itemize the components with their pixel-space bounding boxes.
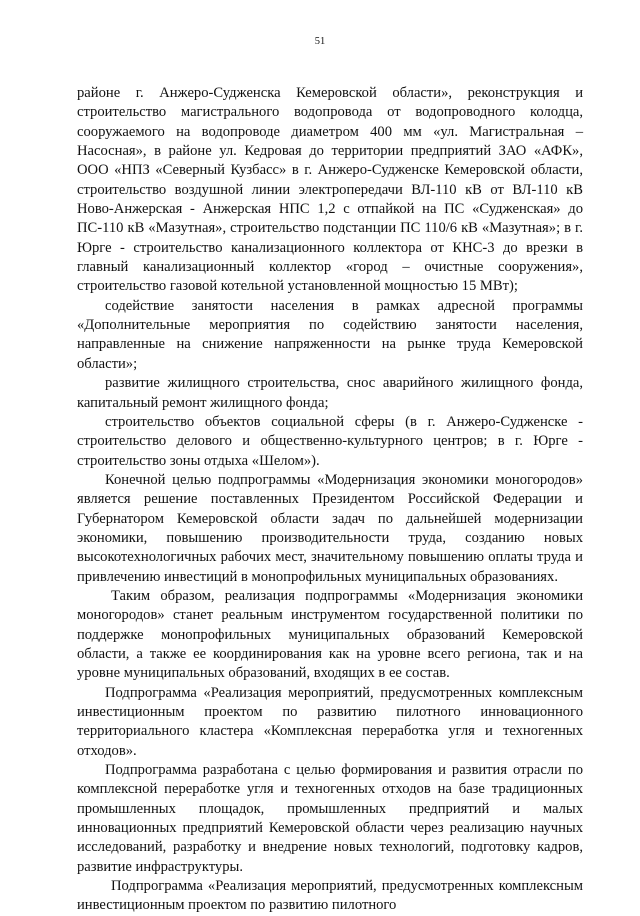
- paragraph-housing: развитие жилищного строительства, снос аварийного жилищного фонда, капитальный ремонт жилищного фонда;: [77, 375, 583, 411]
- paragraph-subprogram-purpose: Подпрограмма разработана с целью формирования и развития отрасли по комплексной переработке угля и техногенных отходов на базе традиционных промышленных площадок, промышленных предприятий и малых инновационных предприятий Кемеровской области через реализацию научных исследований, разработку и внедрение новых технологий, подготовку кадров, развитие инфраструктуры.: [77, 762, 583, 875]
- paragraph-subprogram-cut: Подпрограмма «Реализация мероприятий, предусмотренных комплексным инвестиционным проектом по развитию пилотного: [77, 878, 583, 914]
- page-number: 51: [314, 36, 326, 47]
- paragraph-social-facilities: строительство объектов социальной сферы (в г. Анжеро-Судженске - строительство делового и общественно-культурного центров; в г. Юрге - строительство зоны отдыха «Шелом»).: [77, 413, 583, 469]
- paragraph-final-goal: Конечной целью подпрограммы «Модернизация экономики моногородов» является решение поставленных Президентом Российской Федерации и Губернатором Кемеровской области задач по дальнейшей модернизации экономики, повышению производительности труда, созданию новых высокотехнологичных рабочих мест, значительному повышению оплаты труда и привлечению инвестиций в монопрофильных муниципальных образованиях.: [77, 471, 583, 585]
- body-text: [77, 84, 583, 916]
- paragraph-employment: содействие занятости населения в рамках адресной программы «Дополнительные мероприятия по содействию занятости населения, направленные на снижение напряженности на рынке труда Кемеровской области»;: [77, 297, 583, 372]
- paragraph-continuation: районе г. Анжеро-Судженска Кемеровской области», реконструкция и строительство магистрального водопровода от водопроводного колодца, сооружаемого на водопроводе диаметром 400 мм «ул. Магистральная – Насосная», в районе ул. Кедровая до территории предприятий ЗАО «АФК», ООО «НПЗ «Северный Кузбасс» в г. Анжеро-Судженске Кемеровской области, строительство воздушной линии электропередачи ВЛ-110 кВ от ВЛ-110 кВ Ново-Анжерская - Анжерская НПС 1,2 с отпайкой на ПС «Судженская» до ПС-110 кВ «Мазутная», строительство подстанции ПС 110/6 кВ «Мазутная»; в г. Юрге - строительство канализационного коллектора от КНС-3 до врезки в главный канализационный коллектор «город – очистные сооружения», строительство газовой котельной установленной мощностью 15 МВт);: [77, 85, 583, 295]
- paragraph-conclusion: Таким образом, реализация подпрограммы «Модернизация экономики моногородов» станет реальным инструментом государственной политики по поддержке монопрофильных муниципальных образований Кемеровской области, а также ее координирования как на уровне всего региона, так и на уровне муниципальных образований, входящих в ее состав.: [77, 587, 583, 682]
- paragraph-cluster-subprogram: Подпрограмма «Реализация мероприятий, предусмотренных комплексным инвестиционным проектом по развитию пилотного инновационного территориального кластера «Комплексная переработка угля и техногенных отходов».: [77, 684, 583, 759]
